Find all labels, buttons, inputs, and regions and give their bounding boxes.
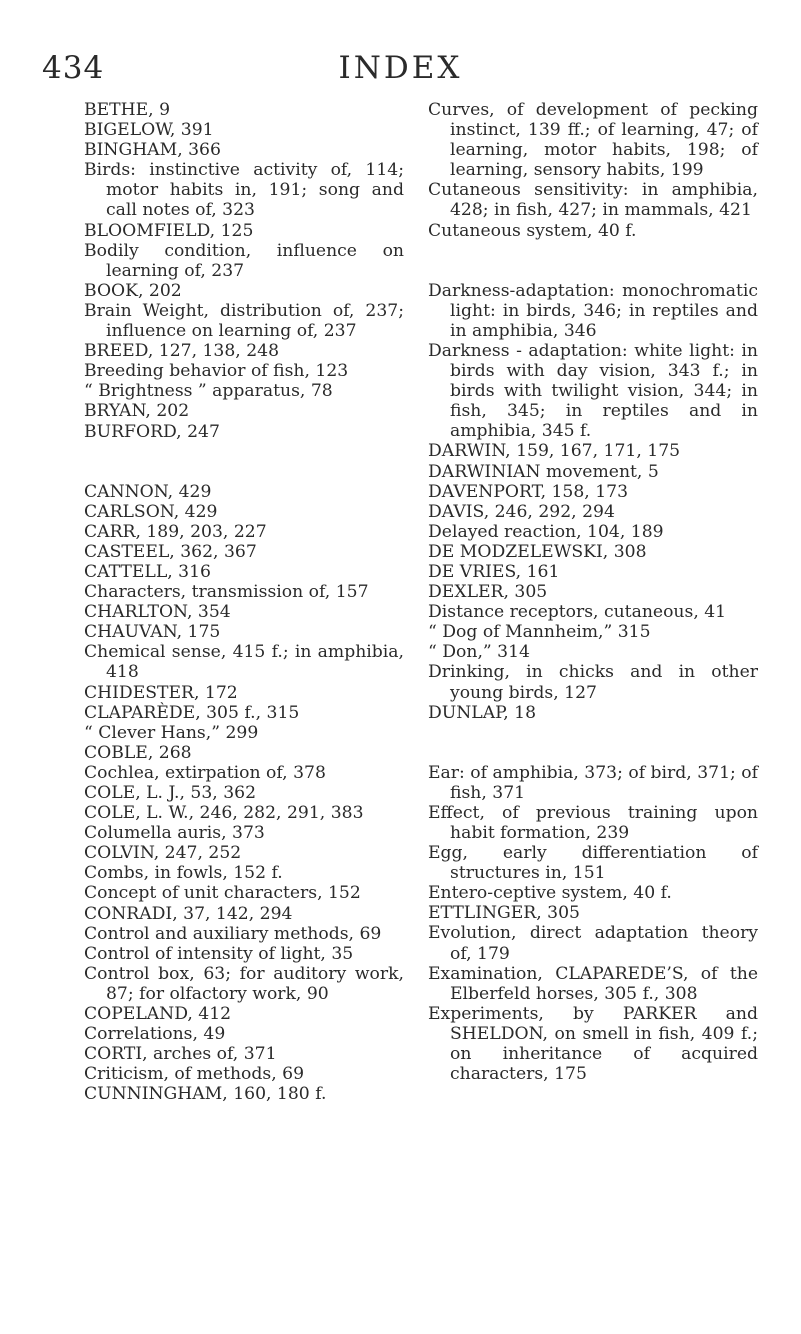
index-entry: Combs, in fowls, 152 f. [84, 863, 283, 884]
index-entry: DEXLER, 305 [428, 582, 548, 603]
index-entry: “ Dog of Mannheim,” 315 [428, 622, 651, 643]
index-entry: Darkness-adaptation: monochromatic light: in birds, 346; in reptiles and in amphibia, 346 [428, 280, 758, 341]
index-entry: BETHE, 9 [84, 100, 171, 120]
index-entry: Bodily condition, influence on learning of, 237 [84, 240, 404, 281]
index-entry: DAVENPORT, 158, 173 [428, 481, 629, 502]
index-entry: Chemical sense, 415 f.; in amphibia, 418 [84, 642, 404, 683]
page-header [0, 50, 801, 90]
index-entry: “ Clever Hans,” 299 [84, 722, 259, 743]
index-entry: COLE, L. J., 53, 362 [84, 783, 257, 803]
index-entry: Correlations, 49 [84, 1024, 226, 1045]
index-entry: Columella auris, 373 [84, 823, 265, 844]
index-entry: DUNLAP, 18 [428, 702, 537, 723]
index-entry: DARWINIAN movement, 5 [428, 461, 659, 482]
index-entry: CLAPARÈDE, 305 f., 315 [84, 702, 300, 723]
page-title: INDEX [338, 50, 463, 86]
index-entry: DAVIS, 246, 292, 294 [428, 501, 615, 522]
index-entry: BINGHAM, 366 [84, 140, 221, 161]
index-entry: Cochlea, extirpation of, 378 [84, 762, 326, 783]
index-entry: Cutaneous sensitivity: in amphibia, 428; in fish, 427; in mammals, 421 [428, 180, 758, 221]
index-entry: ETTLINGER, 305 [428, 903, 580, 924]
index-entry: Control of intensity of light, 35 [84, 943, 354, 964]
index-entry: CARR, 189, 203, 227 [84, 521, 267, 542]
index-entry: Experiments, by PARKER and SHELDON, on smell in fish, 409 f.; on inheritance of acquired characters, 175 [428, 1003, 758, 1085]
index-entry: Drinking, in chicks and in other young birds, 127 [428, 662, 758, 703]
index-column-left [84, 100, 404, 1105]
index-entry: Entero-ceptive system, 40 f. [428, 883, 672, 904]
index-entry: CARLSON, 429 [84, 501, 218, 522]
index-entry: Delayed reaction, 104, 189 [428, 521, 664, 542]
index-entry: Breeding behavior of fish, 123 [84, 361, 349, 382]
index-entry: Effect, of previous training upon habit formation, 239 [428, 802, 758, 843]
letter-group-gap [428, 241, 758, 281]
index-entry: Characters, transmission of, 157 [84, 582, 369, 603]
index-entry: COLVIN, 247, 252 [84, 843, 242, 864]
index-entry: BOOK, 202 [84, 280, 182, 301]
index-entry: COLE, L. W., 246, 282, 291, 383 [84, 803, 364, 824]
index-entry: BIGELOW, 391 [84, 120, 214, 141]
letter-group-gap [84, 442, 404, 482]
index-entry: BURFORD, 247 [84, 421, 220, 442]
index-entry: CORTI, arches of, 371 [84, 1044, 277, 1065]
index-entry: CHARLTON, 354 [84, 602, 231, 623]
index-entry: Evolution, direct adaptation theory of, 179 [428, 923, 758, 964]
index-entry: “ Brightness ” apparatus, 78 [84, 381, 333, 402]
index-entry: Examination, CLAPAREDE’S, of the Elberfeld horses, 305 f., 308 [428, 963, 758, 1004]
letter-group-gap [428, 723, 758, 763]
index-entry: COPELAND, 412 [84, 1004, 232, 1025]
index-column-right [428, 100, 758, 1084]
index-entry: BREED, 127, 138, 248 [84, 341, 280, 362]
index-entry: CATTELL, 316 [84, 561, 211, 582]
index-entry: CASTEEL, 362, 367 [84, 541, 257, 562]
page-number: 434 [42, 50, 105, 86]
index-entry: Darkness - adaptation: white light: in birds with day vision, 343 f.; in birds with twilight vision, 344; in fish, 345; in reptiles and in amphibia, 345 f. [428, 340, 758, 442]
index-entry: COBLE, 268 [84, 742, 192, 763]
index-entry: DE VRIES, 161 [428, 561, 560, 582]
index-entry: Concept of unit characters, 152 [84, 883, 361, 904]
index-entry: Cutaneous system, 40 f. [428, 220, 637, 241]
index-entry: Criticism, of methods, 69 [84, 1064, 305, 1085]
index-entry: DE MODZELEWSKI, 308 [428, 541, 647, 562]
index-entry: Distance receptors, cutaneous, 41 [428, 602, 727, 623]
index-entry: Control box, 63; for auditory work, 87; for olfactory work, 90 [84, 963, 404, 1004]
index-entry: Brain Weight, distribution of, 237; influence on learning of, 237 [84, 300, 404, 342]
index-entry: Control and auxiliary methods, 69 [84, 923, 382, 944]
index-entry: CANNON, 429 [84, 481, 212, 502]
index-entry: Ear: of amphibia, 373; of bird, 371; of fish, 371 [428, 762, 758, 803]
index-entry: CHAUVAN, 175 [84, 622, 221, 643]
index-entry: BLOOMFIELD, 125 [84, 220, 254, 241]
index-entry: DARWIN, 159, 167, 171, 175 [428, 441, 681, 462]
index-entry: CONRADI, 37, 142, 294 [84, 903, 293, 924]
index-entry: CUNNINGHAM, 160, 180 f. [84, 1084, 327, 1105]
index-entry: Birds: instinctive activity of, 114; motor habits in, 191; song and call notes of, 323 [84, 160, 404, 221]
index-entry: Egg, early differentiation of structures in, 151 [428, 843, 758, 884]
index-entry: Curves, of development of pecking instinct, 139 ff.; of learning, 47; of learning, motor habits, 198; of learning, sensory habits, 199 [428, 100, 758, 181]
index-entry: CHIDESTER, 172 [84, 682, 238, 703]
index-entry: BRYAN, 202 [84, 401, 190, 422]
index-entry: “ Don,” 314 [428, 642, 530, 663]
